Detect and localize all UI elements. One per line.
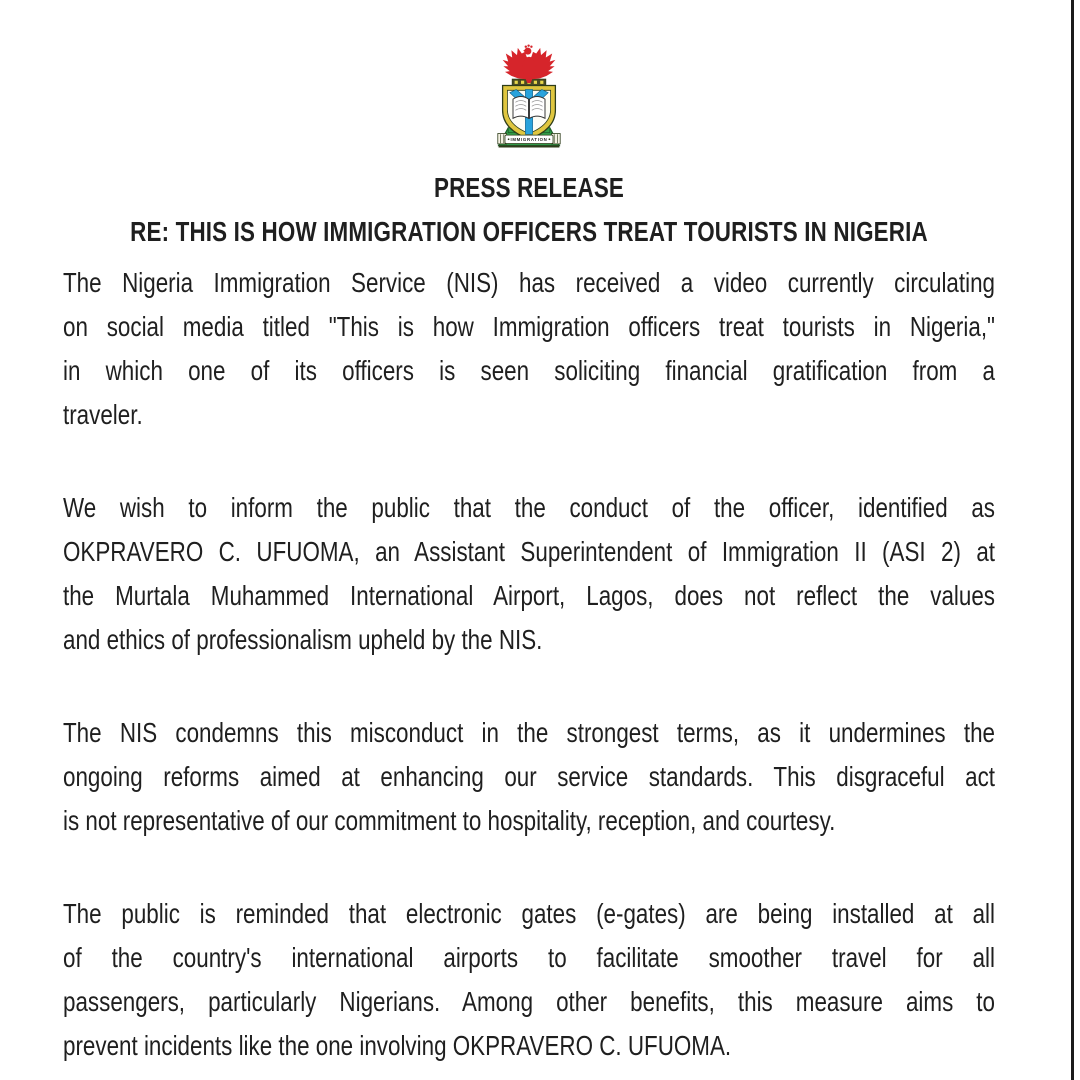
paragraph-line: is not representative of our commitment to hospitality, reception, and courtesy. [63, 805, 836, 836]
paragraphs [63, 261, 995, 1068]
paragraph-line: traveler. [63, 399, 143, 430]
paragraph-4 [63, 892, 995, 1068]
press-release-subject: RE: THIS IS HOW IMMIGRATION OFFICERS TREAT TOURISTS IN NIGERIA [130, 216, 928, 247]
paragraph-line: The Nigeria Immigration Service (NIS) has received a video currently circulating [63, 267, 995, 298]
paragraph-1 [63, 261, 995, 437]
paragraph-line: ongoing reforms aimed at enhancing our service standards. This disgraceful act [63, 761, 995, 792]
immigration-banner [505, 135, 553, 143]
paragraph-line: in which one of its officers is seen soliciting financial gratification from a [63, 355, 995, 386]
banner-text: IMMIGRATION [510, 137, 548, 143]
eagle-icon [503, 44, 556, 83]
paragraph-line: and ethics of professionalism upheld by the NIS. [63, 624, 543, 655]
paragraph-line: OKPRAVERO C. UFUOMA, an Assistant Superintendent of Immigration II (ASI 2) at [63, 536, 995, 567]
paragraph-2 [63, 486, 995, 662]
paragraph-line: the Murtala Muhammed International Airport, Lagos, does not reflect the values [63, 580, 995, 611]
nis-crest-logo [481, 43, 577, 152]
paragraph-line: The public is reminded that electronic gates (e-gates) are being installed at all [63, 898, 995, 929]
nis-crest-icon [481, 43, 577, 152]
paragraph-line: The NIS condemns this misconduct in the strongest terms, as it undermines the [63, 717, 995, 748]
paragraph-3 [63, 711, 995, 843]
press-release-title: PRESS RELEASE [433, 172, 625, 203]
text-column [63, 166, 995, 1068]
paragraph-line: passengers, particularly Nigerians. Among other benefits, this measure aims to [63, 986, 995, 1017]
document-body [63, 0, 995, 1068]
paragraph-line: We wish to inform the public that the conduct of the officer, identified as [63, 492, 995, 523]
paragraph-line: prevent incidents like the one involving OKPRAVERO C. UFUOMA. [63, 1030, 732, 1061]
paragraph-line: of the country's international airports to facilitate smoother travel for all [63, 942, 995, 973]
page-edge-line [1071, 0, 1074, 1080]
open-book-icon [513, 97, 545, 119]
paragraph-line: on social media titled "This is how Immigration officers treat tourists in Nigeria," [63, 311, 995, 342]
